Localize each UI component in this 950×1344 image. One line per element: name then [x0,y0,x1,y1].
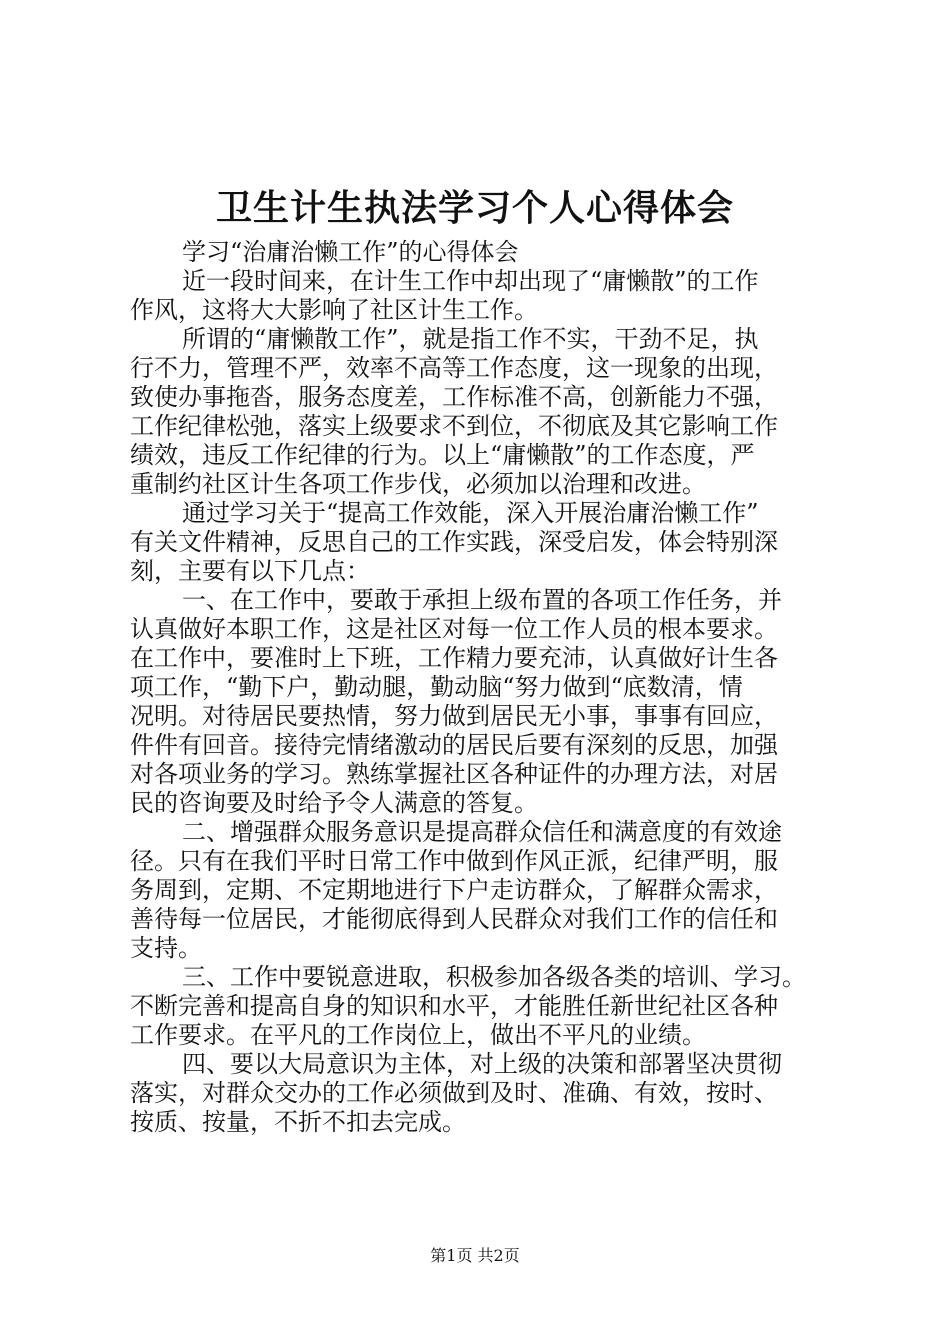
text-line: 三、工作中要锐意进取，积极参加各级各类的培训、学习。 [182,963,806,991]
text-line: 近一段时间来，在计生工作中却出现了“庸懒散”的工作 [182,267,759,295]
text-line: 二、增强群众服务意识是提高群众信任和满意度的有效途 [182,818,782,846]
text-line: 有关文件精神，反思自己的工作实践，深受启发，体会特别深 [130,528,778,556]
text-line: 对各项业务的学习。熟练掌握社区各种证件的办理方法，对居 [130,760,778,788]
text-line: 作风，这将大大影响了社区计生工作。 [130,296,538,324]
text-line: 落实，对群众交办的工作必须做到及时、准确、有效，按时、 [130,1079,778,1107]
text-line: 工作纪律松弛，落实上级要求不到位，不彻底及其它影响工作 [130,412,778,440]
text-line: 在工作中，要准时上下班，工作精力要充沛，认真做好计生各 [130,644,778,672]
text-line: 支持。 [130,934,202,962]
text-line: 善待每一位居民，才能彻底得到人民群众对我们工作的信任和 [130,905,778,933]
text-line: 行不力，管理不严，效率不高等工作态度，这一现象的出现， [130,354,778,382]
page-footer: 第1页 共2页 [430,1246,520,1265]
text-line: 不断完善和提高自身的知识和水平，才能胜任新世纪社区各种 [130,992,778,1020]
text-line: 认真做好本职工作，这是社区对每一位工作人员的根本要求。 [130,615,778,643]
text-line: 通过学习关于“提高工作效能，深入开展治庸治懒工作” [182,499,759,527]
text-line: 按质、按量，不折不扣去完成。 [130,1108,466,1136]
text-line: 民的咨询要及时给予令人满意的答复。 [130,789,538,817]
text-line: 四、要以大局意识为主体，对上级的决策和部署坚决贯彻 [182,1050,782,1078]
text-line: 重制约社区计生各项工作步伐，必须加以治理和改进。 [130,470,706,498]
text-line: 一、在工作中，要敢于承担上级布置的各项工作任务，并 [182,586,782,614]
text-line: 绩效，违反工作纪律的行为。以上“庸懒散”的工作态度，严 [130,441,755,469]
text-line: 径。只有在我们平时日常工作中做到作风正派，纪律严明，服 [130,847,778,875]
text-line: 况明。对待居民要热情，努力做到居民无小事，事事有回应， [130,702,778,730]
text-line: 致使办事拖沓，服务态度差，工作标准不高，创新能力不强， [130,383,778,411]
text-line: 所谓的“庸懒散工作”，就是指工作不实，干劲不足，执 [182,325,759,353]
text-line: 务周到，定期、不定期地进行下户走访群众，了解群众需求， [130,876,778,904]
text-line: 项工作，“勤下户，勤动腿，勤动脑“努力做到“底数清，情 [130,673,743,701]
text-line: 学习“治庸治懒工作”的心得体会 [182,238,519,266]
text-line: 刻，主要有以下几点： [130,557,370,585]
text-line: 工作要求。在平凡的工作岗位上，做出不平凡的业绩。 [130,1021,706,1049]
text-line: 件件有回音。接待完情绪激动的居民后要有深刻的反思，加强 [130,731,778,759]
document-body [130,238,850,1137]
document-title: 卫生计生执法学习个人心得体会 [215,187,734,229]
